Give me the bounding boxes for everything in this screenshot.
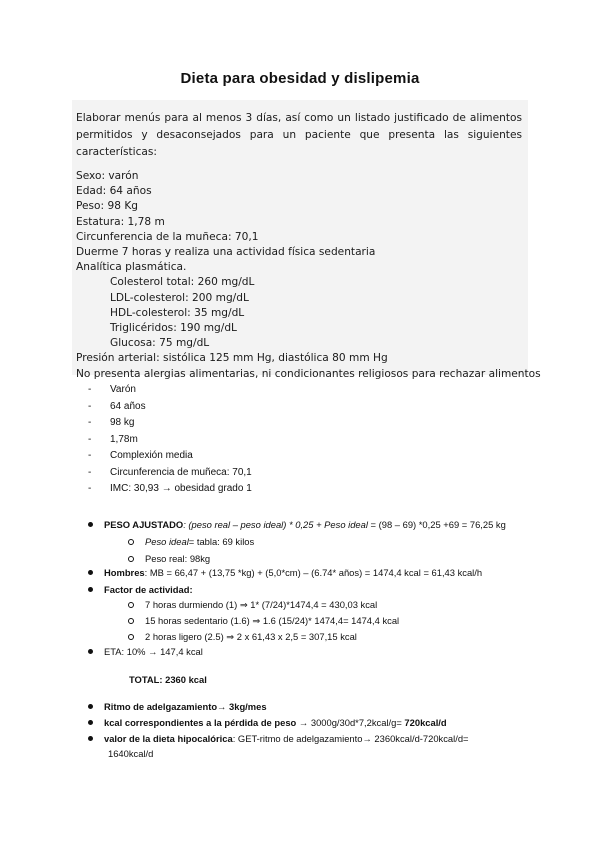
circle-bullet-icon: [128, 539, 134, 545]
bullet-icon: [88, 522, 93, 527]
factor-actividad-row: Factor de actividad:: [88, 583, 193, 597]
bullet-icon: [88, 587, 93, 592]
eta-row: ETA: 10% → 147,4 kcal: [88, 645, 203, 659]
list-item: - Varón: [88, 384, 136, 395]
lab-ldl: LDL-colesterol: 200 mg/dL: [110, 291, 249, 304]
list-item: - Complexión media: [88, 450, 193, 461]
hombres-row: Hombres: MB = 66,47 + (13,75 *kg) + (5,0*cm) – (6.74* años) = 1474,4 kcal = 61,43 kcal/h: [88, 566, 482, 580]
patient-wrist: Circunferencia de la muñeca: 70,1: [76, 230, 259, 243]
circle-bullet-icon: [128, 556, 134, 562]
circle-bullet-icon: [128, 634, 134, 640]
patient-activity: Duerme 7 horas y realiza una actividad física sedentaria: [76, 246, 376, 259]
patient-sex: Sexo: varón: [76, 170, 139, 182]
list-item: - IMC: 30,93 → obesidad grado 1: [88, 483, 252, 494]
circle-bullet-icon: [128, 618, 134, 624]
page-title: Dieta para obesidad y dislipemia: [180, 70, 420, 87]
total-row: TOTAL: 2360 kcal: [129, 674, 207, 685]
factor-item: 7 horas durmiendo (1) ⇒ 1* (7/24)*1474,4 = 430,03 kcal: [128, 598, 377, 612]
valor-dieta-row: valor de la dieta hipocalórica: GET-ritmo de adelgazamiento→ 2360kcal/d-720kcal/d=: [88, 732, 469, 746]
kcal-row: kcal correspondientes a la pérdida de peso → 3000g/30d*7,2kcal/g= 720kcal/d: [88, 716, 447, 730]
ritmo-row: Ritmo de adelgazamiento→ 3kg/mes: [88, 700, 267, 714]
bullet-icon: [88, 649, 93, 654]
patient-height: Estatura: 1,78 m: [76, 215, 165, 228]
scanned-statement: [72, 100, 541, 380]
peso-ajustado-row: PESO AJUSTADO: (peso real – peso ideal) * 0,25 + Peso ideal = (98 – 69) *0,25 +69 = 76,25 kg: [88, 518, 506, 532]
blood-pressure: Presión arterial: sistólica 125 mm Hg, diastólica 80 mm Hg: [76, 352, 388, 365]
factor-item: 15 horas sedentario (1.6) ⇒ 1.6 (15/24)* 1474,4= 1474,4 kcal: [128, 614, 399, 628]
list-item: - 1,78m: [88, 433, 138, 445]
peso-ideal-row: Peso ideal= tabla: 69 kilos: [128, 535, 254, 549]
bullet-icon: [88, 720, 93, 725]
bullet-icon: [88, 704, 93, 709]
lab-total-cholesterol: Colesterol total: 260 mg/dL: [110, 276, 255, 289]
statement-intro: Elaborar menús para al menos 3 días, así como un listado justificado de alimentos permitidos y desaconsejados para un paciente que presenta las siguientes características:: [76, 112, 522, 158]
list-item: - 64 años: [88, 400, 146, 412]
list-item: - 98 kg: [88, 417, 135, 428]
factor-item: 2 horas ligero (2.5) ⇒ 2 x 61,43 x 2,5 = 307,15 kcal: [128, 630, 357, 644]
lab-glucose: Glucosa: 75 mg/dL: [110, 337, 210, 350]
allergies-note: No presenta alergias alimentarias, ni condicionantes religiosos para rechazar alimentos: [76, 367, 541, 380]
patient-weight: Peso: 98 Kg: [76, 200, 138, 213]
lab-triglycerides: Triglicéridos: 190 mg/dL: [110, 322, 237, 335]
lab-heading: Analítica plasmática.: [76, 261, 187, 274]
patient-age: Edad: 64 años: [76, 185, 152, 198]
valor-dieta-continuation: 1640kcal/d: [108, 748, 154, 759]
lab-hdl: HDL-colesterol: 35 mg/dL: [110, 306, 245, 319]
peso-real-row: Peso real: 98kg: [128, 552, 210, 566]
circle-bullet-icon: [128, 602, 134, 608]
patient-summary-list: [88, 382, 252, 498]
bullet-icon: [88, 570, 93, 575]
list-item: - Circunferencia de muñeca: 70,1: [88, 466, 252, 478]
bullet-icon: [88, 736, 93, 741]
